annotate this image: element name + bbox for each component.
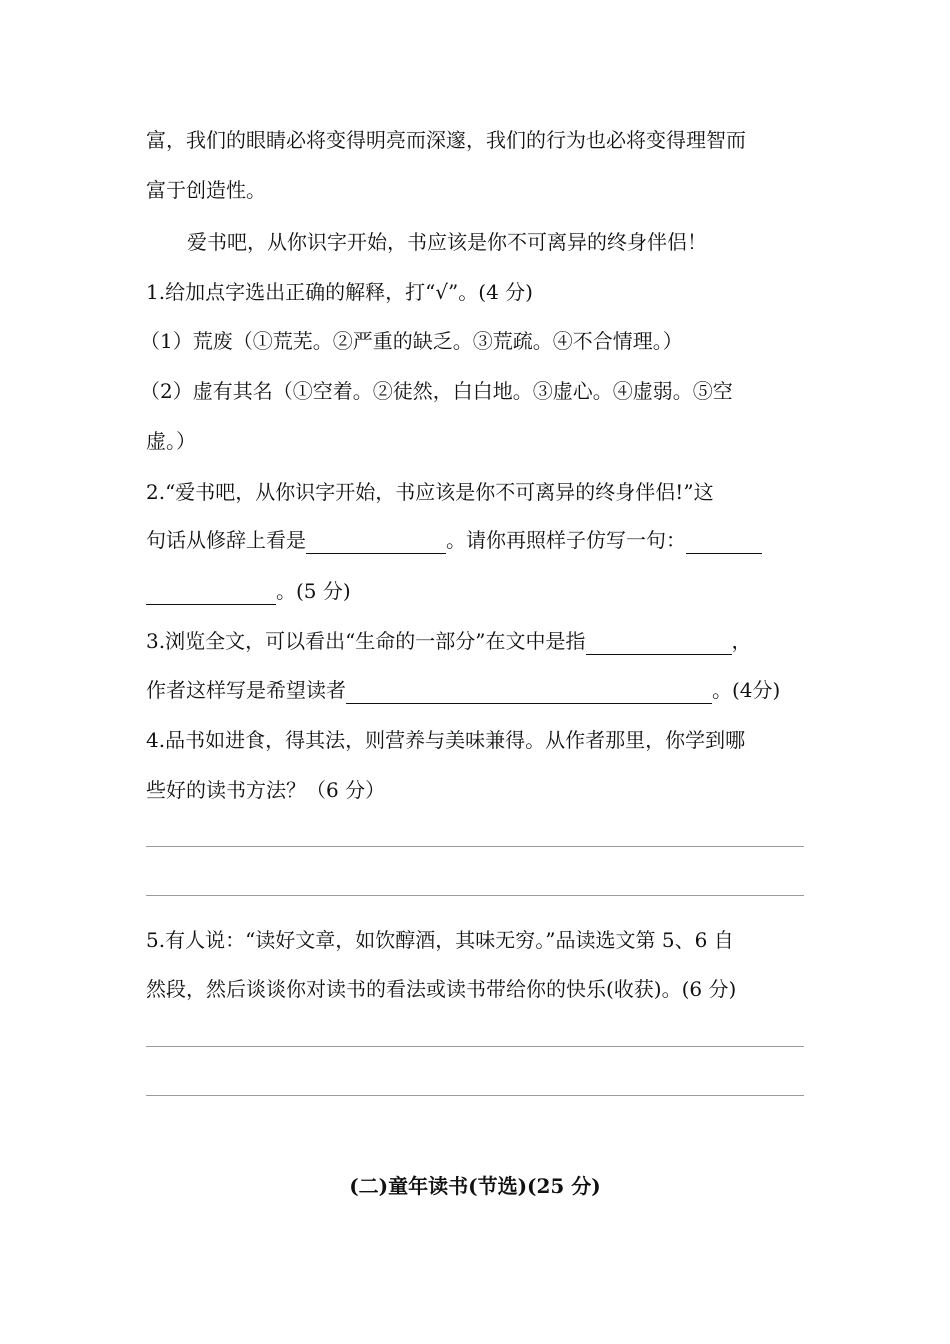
answer-blank-hope[interactable] [346, 681, 712, 704]
answer-blank-rhetoric[interactable] [306, 531, 446, 554]
question-3-text-a: 3.浏览全文，可以看出“生命的一部分”在文中是指 [146, 629, 586, 653]
question-3-line-1 [146, 627, 752, 655]
answer-line-q4-2[interactable] [146, 895, 804, 896]
answer-blank-imitation-1[interactable] [686, 531, 762, 554]
question-3-text-b: ， [731, 629, 752, 653]
section-heading: (二)童年读书(节选)(25 分) [349, 1174, 601, 1198]
question-3-text-d: 。(4分) [712, 678, 781, 702]
question-4-line-1: 4.品书如进食，得其法，则营养与美味兼得。从作者那里，你学到哪 [146, 728, 746, 752]
question-2-text-b: 。请你再照样子仿写一句： [446, 528, 686, 552]
question-5-line-1: 5.有人说：“读好文章，如饮醇酒，其味无穷。”品读选文第 5、6 自 [146, 928, 734, 952]
question-2-line-3 [146, 577, 351, 605]
answer-blank-meaning[interactable] [586, 632, 732, 655]
question-3-text-c: 作者这样写是希望读者 [146, 678, 346, 702]
answer-line-q5-1[interactable] [146, 1046, 804, 1047]
passage-line-1: 富，我们的眼睛必将变得明亮而深邃，我们的行为也必将变得理智而 [146, 128, 746, 152]
question-1-item-1: （1）荒废（①荒芜。②严重的缺乏。③荒疏。④不合情理。） [140, 329, 683, 353]
answer-blank-imitation-2[interactable] [146, 582, 276, 605]
answer-line-q5-2[interactable] [146, 1095, 804, 1096]
question-2-text-a: 句话从修辞上看是 [146, 528, 306, 552]
question-1-stem: 1.给加点字选出正确的解释，打“√”。(4 分) [146, 280, 533, 304]
passage-line-3: 爱书吧，从你识字开始，书应该是你不可离异的终身伴侣！ [187, 230, 707, 254]
question-2-line-1: 2.“爱书吧，从你识字开始，书应该是你不可离异的终身伴侣!”这 [146, 480, 714, 504]
question-2-text-c: 。(5 分) [276, 579, 351, 603]
question-5-line-2: 然段，然后谈谈你对读书的看法或读书带给你的快乐(收获)。(6 分) [146, 977, 737, 1001]
question-4-line-2: 些好的读书方法？（6 分） [146, 778, 386, 802]
question-2-line-2 [146, 526, 762, 554]
question-3-line-2 [146, 676, 780, 704]
question-1-item-2b: 虚。） [146, 429, 196, 453]
passage-line-2: 富于创造性。 [146, 178, 266, 202]
answer-line-q4-1[interactable] [146, 846, 804, 847]
question-1-item-2a: （2）虚有其名（①空着。②徒然，白白地。③虚心。④虚弱。⑤空 [140, 379, 733, 403]
